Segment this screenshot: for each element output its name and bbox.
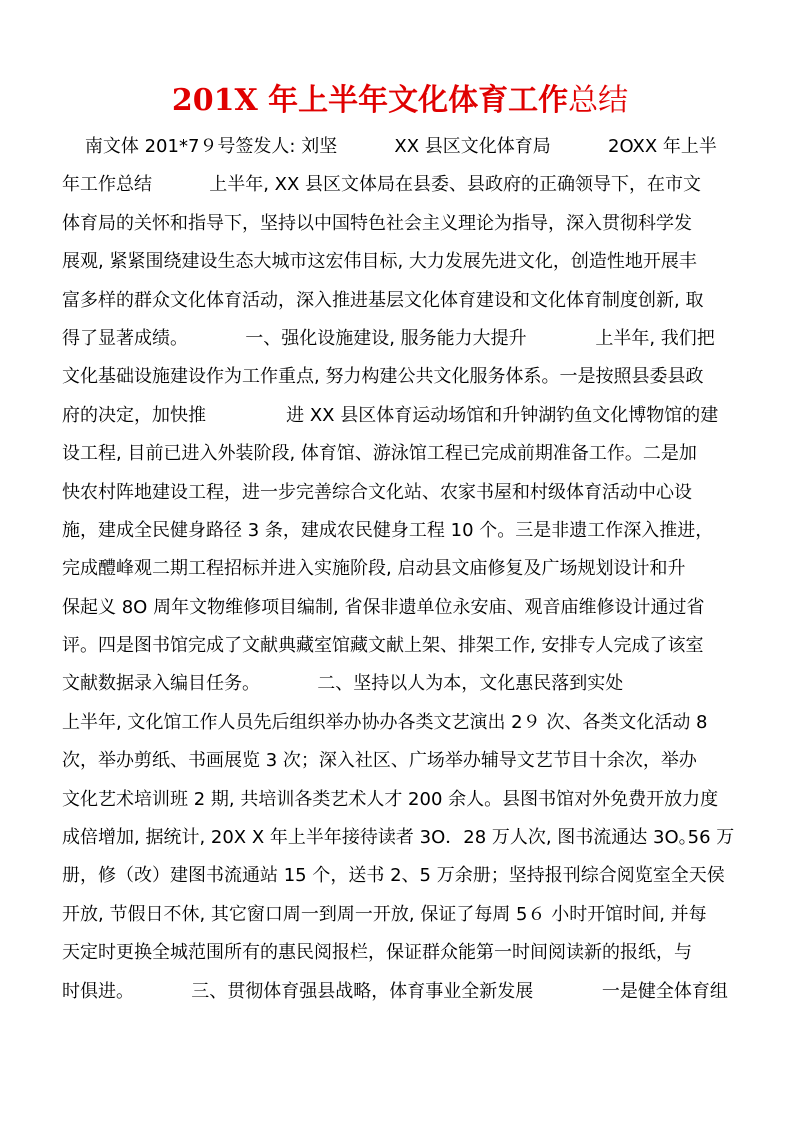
body-line: 上半年, 文化馆工作人员先后组织举办协办各类文艺演出 2９ 次、各类文化活动 8 [62,711,708,733]
body-line: 年工作总结 上半年, XX 县区文体局在县委、县政府的正确领导下，在市文 [62,174,702,196]
document-body [62,128,738,1011]
body-line: 评。四是图书馆完成了文献典藏室馆藏文献上架、排架工作, 安排专人完成了该室 [62,635,704,657]
body-line: 设工程, 目前已进入外装阶段, 体育馆、游泳馆工程已完成前期准备工作。二是加 [62,443,697,465]
body-line: 保起义 8O 周年文物维修项目编制, 省保非遗单位永安庙、观音庙维修设计通过省 [62,596,705,618]
body-line: 富多样的群众文化体育活动，深入推进基层文化体育建设和文化体育制度创新, 取 [62,289,704,311]
body-line: 府的决定，加快推 进 XX 县区体育运动场馆和升钟湖钓鱼文化博物馆的建 [62,404,719,426]
body-line: 文化艺术培训班 2 期, 共培训各类艺术人才 200 余人。县图书馆对外免费开放力度 [62,788,719,810]
document-title [62,0,738,124]
title-main: 201X 年上半年文化体育工作 [171,83,569,118]
body-line: 完成醴峰观二期工程招标并进入实施阶段, 启动县文庙修复及广场规划设计和升 [62,558,686,580]
body-line: 施，建成全民健身路径 3 条，建成农民健身工程 10 个。三是非遗工作深入推进， [62,519,714,541]
title-tail: 总结 [568,83,629,118]
document-page [62,0,738,1130]
body-line: 展观, 紧紧围绕建设生态大城市这宏伟目标, 大力发展先进文化，创造性地开展丰 [62,251,697,273]
body-line: 天定时更换全城范围所有的惠民阅报栏，保证群众能第一时间阅读新的报纸，与 [62,942,692,964]
body-line: 南文体 201*7９号签发人: 刘坚 XX 县区文化体育局 2OXX 年上半 [62,136,717,157]
body-line: 册，修（改）建图书流通站 15 个，送书 2、5 万余册；坚持报刊综合阅览室全天侯 [62,865,725,887]
body-line: 次，举办剪纸、书画展览 3 次；深入社区、广场举办辅导文艺节目十余次，举办 [62,750,697,772]
body-line: 文献数据录入编目任务。 二、坚持以人为本，文化惠民落到实处 [62,673,624,695]
body-line: 文化基础设施建设作为工作重点, 努力构建公共文化服务体系。一是按照县委县政 [62,366,704,388]
body-line: 成倍增加, 据统计, 20X X 年上半年接待读者 3O．28 万人次, 图书流通达 3O｡56 万 [62,827,735,849]
body-line: 开放, 节假日不休, 其它窗口周一到周一开放, 保证了每周 5６ 小时开馆时间, 并每 [62,903,707,925]
body-line: 时俱进。 三、贯彻体育强县战略，体育事业全新发展 一是健全体育组 [62,980,728,1002]
body-line: 得了显著成绩。 一、强化设施建设, 服务能力大提升 上半年, 我们把 [62,327,715,349]
body-line: 体育局的关怀和指导下，坚持以中国特色社会主义理论为指导，深入贯彻科学发 [62,212,692,234]
body-line: 快农村阵地建设工程，进一步完善综合文化站、农家书屋和村级体育活动中心设 [62,481,692,503]
